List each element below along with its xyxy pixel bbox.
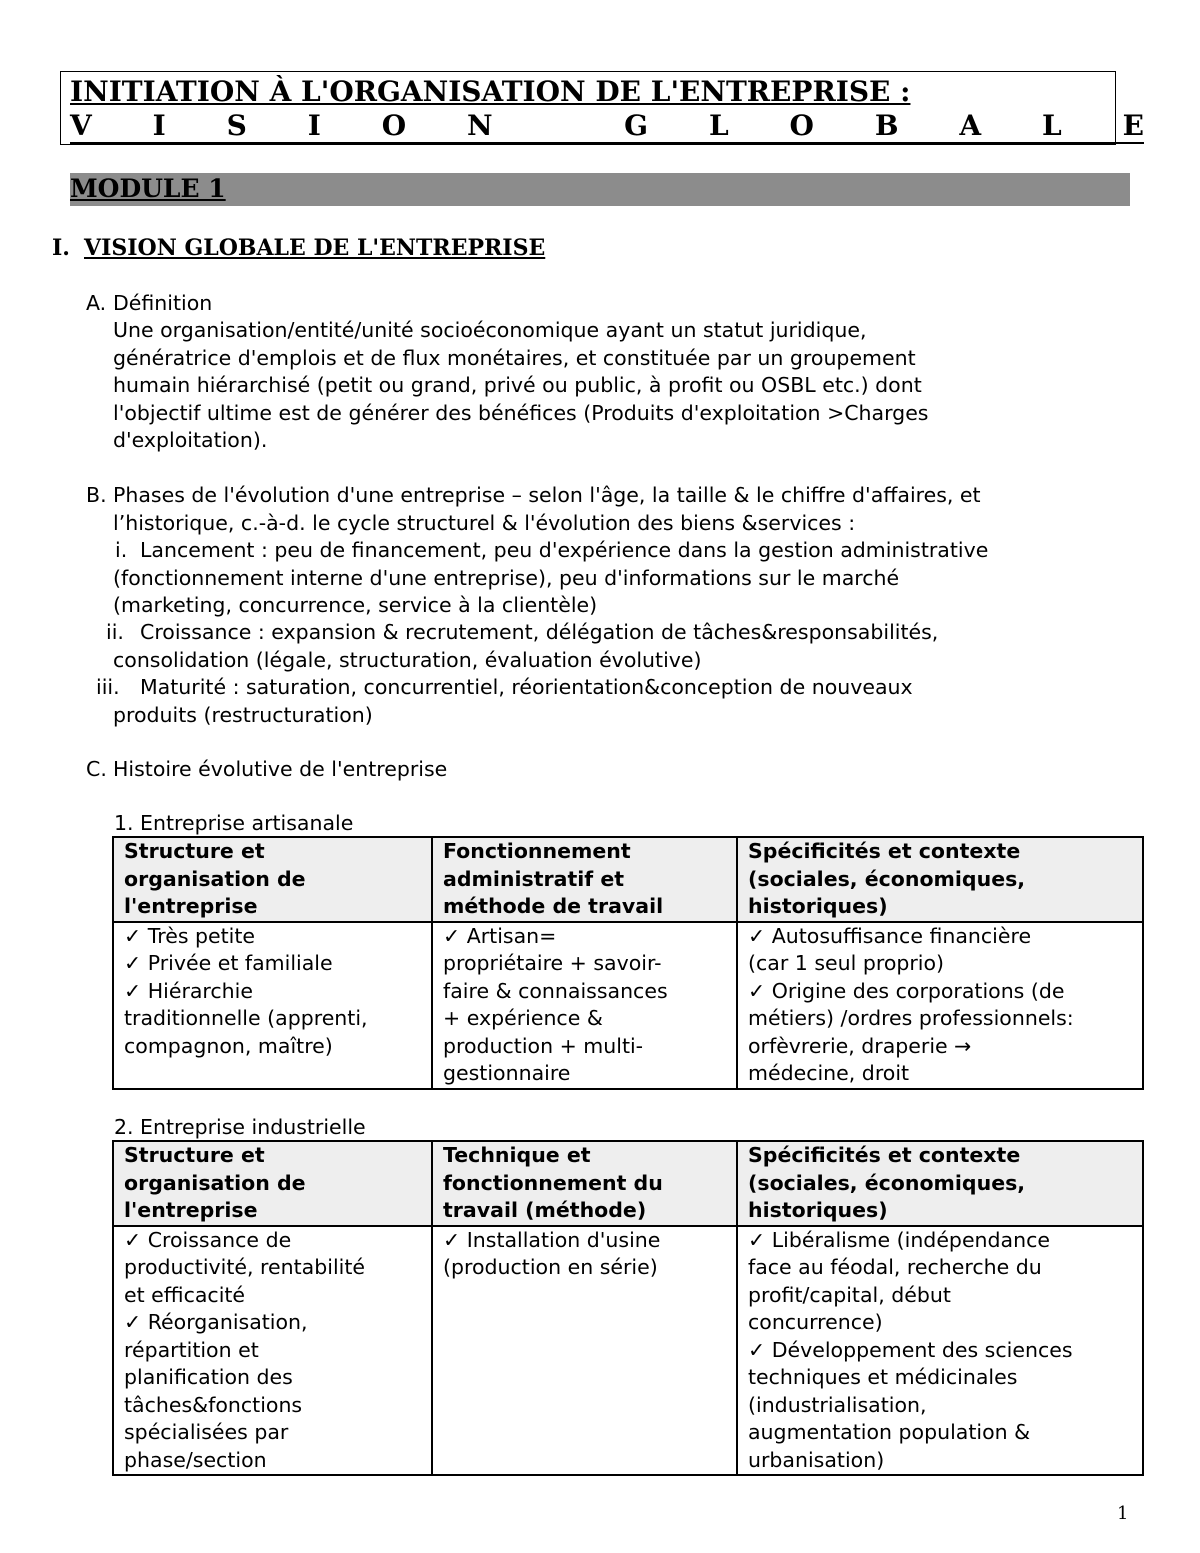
cell-line (748, 923, 1136, 951)
phase-number: ii. (106, 620, 124, 644)
document-subtitle (70, 110, 1144, 144)
table-cell (737, 922, 1143, 1089)
cell-line (748, 1447, 1136, 1475)
cell-text: Installation d'usine (466, 1227, 661, 1252)
table-artisanale (112, 836, 1144, 1090)
subtitle-letter: E (1122, 109, 1144, 142)
part-c-letter: C. (86, 757, 107, 781)
header-line: Fonctionnement (443, 839, 631, 863)
cell-text: augmentation population & (748, 1420, 1031, 1444)
table-header-cell (432, 837, 737, 922)
cell-line (124, 1033, 425, 1061)
subtitle-letter: S (226, 109, 247, 142)
cell-line (124, 1254, 425, 1282)
cell-text: Croissance de (147, 1227, 292, 1252)
cell-text: Origine des corporations (de (771, 978, 1065, 1003)
cell-text: Développement des sciences (771, 1337, 1073, 1362)
table-cell (113, 1226, 432, 1476)
cell-line (124, 950, 425, 978)
header-line: l'entreprise (124, 1198, 258, 1222)
phase-item (113, 537, 988, 620)
table-header-cell (113, 1141, 432, 1226)
header-line: Structure et (124, 839, 265, 863)
header-line: l'entreprise (124, 894, 258, 918)
cell-text: productivité, rentabilité (124, 1255, 365, 1279)
checkmark-icon: ✓ (124, 1310, 142, 1334)
header-line: administratif et (443, 866, 625, 891)
checkmark-icon: ✓ (748, 923, 766, 948)
phase-item (113, 674, 913, 729)
cell-line (443, 923, 730, 951)
cell-line (443, 1005, 730, 1033)
checkmark-icon: ✓ (748, 978, 766, 1003)
cell-text: gestionnaire (443, 1061, 571, 1085)
cell-line (124, 1337, 425, 1365)
cell-text: concurrence) (748, 1310, 883, 1334)
part-b-line: Phases de l'évolution d'une entreprise – selon l'âge, la taille & le chiffre d'affaires, et (113, 483, 981, 507)
header-line: Spécificités et contexte (748, 1143, 1021, 1167)
cell-text: Réorganisation, (147, 1310, 308, 1334)
checkmark-icon: ✓ (124, 951, 142, 975)
cell-line (748, 1392, 1136, 1420)
cell-line (748, 950, 1136, 978)
cell-text: face au féodal, recherche du (748, 1255, 1042, 1279)
table-header-cell (113, 837, 432, 922)
header-line: travail (méthode) (443, 1198, 647, 1222)
table-header-cell (432, 1141, 737, 1226)
section-title: VISION GLOBALE DE L'ENTREPRISE (84, 235, 546, 261)
document-title: INITIATION À L'ORGANISATION DE L'ENTREPRISE : (70, 75, 911, 108)
cell-text: profit/capital, début (748, 1282, 951, 1307)
cell-text: (industrialisation, (748, 1392, 927, 1417)
cell-text: médecine, droit (748, 1061, 910, 1085)
cell-text: Hiérarchie (147, 978, 253, 1003)
table-cell (432, 922, 737, 1089)
header-line: historiques) (748, 894, 888, 918)
checkmark-icon: ✓ (748, 1227, 766, 1252)
cell-line (748, 1364, 1136, 1392)
table-row (113, 1226, 1143, 1476)
phase-line: Croissance : expansion & recrutement, délégation de tâches&responsabilités, (140, 620, 939, 644)
cell-line (124, 1392, 425, 1420)
table-row (113, 922, 1143, 1089)
checkmark-icon: ✓ (443, 923, 461, 948)
subtitle-letter: G (624, 109, 649, 142)
table-2-number: 2. (114, 1115, 134, 1139)
table-1-number: 1. (114, 811, 134, 835)
cell-text: propriétaire + savoir- (443, 951, 662, 975)
phase-line: produits (restructuration) (113, 702, 373, 727)
subtitle-letter: L (1042, 109, 1062, 142)
cell-text: Privée et familiale (147, 951, 333, 975)
cell-text: métiers) /ordres professionnels: (748, 1006, 1074, 1030)
part-a-line: d'exploitation). (113, 428, 268, 452)
part-a-line: génératrice d'emplois et de flux monétaires, et constituée par un groupement (113, 345, 916, 370)
table-1-title: Entreprise artisanale (140, 811, 354, 835)
cell-text: (production en série) (443, 1255, 658, 1279)
cell-line (443, 1033, 730, 1061)
table-header-row (113, 837, 1143, 922)
phase-item (113, 619, 938, 674)
cell-line (124, 1227, 425, 1255)
subtitle-letter: A (959, 109, 982, 142)
table-industrielle (112, 1140, 1144, 1476)
subtitle-letter: N (467, 109, 493, 142)
part-a-letter: A. (86, 291, 107, 315)
subtitle-letter: V (70, 109, 92, 142)
cell-line (748, 1033, 1136, 1061)
table-header-cell (737, 837, 1143, 922)
cell-line (748, 1227, 1136, 1255)
cell-line (124, 1447, 425, 1475)
cell-line (124, 978, 425, 1006)
table-cell (113, 922, 432, 1089)
cell-text: et efficacité (124, 1282, 246, 1307)
cell-text: (car 1 seul proprio) (748, 951, 945, 975)
cell-text: Artisan= (466, 923, 557, 948)
phase-number: iii. (96, 675, 120, 699)
part-a-line: Une organisation/entité/unité socioéconomique ayant un statut juridique, (113, 318, 867, 342)
part-b-intro (113, 482, 981, 537)
subtitle-letter: I (307, 109, 321, 142)
checkmark-icon: ✓ (124, 1227, 142, 1252)
header-line: organisation de (124, 1170, 306, 1195)
table-2-title: Entreprise industrielle (140, 1115, 366, 1139)
table-cell (432, 1226, 737, 1476)
cell-line (124, 1282, 425, 1310)
part-b-letter: B. (86, 483, 107, 507)
section-number: I. (52, 235, 70, 261)
cell-line (124, 1005, 425, 1033)
header-line: historiques) (748, 1198, 888, 1222)
cell-line (443, 1060, 730, 1088)
cell-line (748, 1254, 1136, 1282)
header-line: Spécificités et contexte (748, 839, 1021, 863)
cell-text: faire & connaissances (443, 978, 668, 1003)
phase-line: consolidation (légale, structuration, évaluation évolutive) (113, 647, 702, 672)
phase-line: (marketing, concurrence, service à la clientèle) (113, 593, 598, 617)
cell-text: phase/section (124, 1447, 267, 1472)
checkmark-icon: ✓ (124, 923, 142, 948)
cell-line (748, 1419, 1136, 1447)
cell-text: + expérience & (443, 1006, 603, 1030)
subtitle-letter: O (381, 109, 407, 142)
cell-text: techniques et médicinales (748, 1365, 1018, 1389)
cell-line (748, 1282, 1136, 1310)
subtitle-letter: O (789, 109, 814, 142)
checkmark-icon: ✓ (124, 978, 142, 1003)
cell-line (124, 1419, 425, 1447)
header-line: méthode de travail (443, 894, 664, 918)
table-header-cell (737, 1141, 1143, 1226)
cell-text: orfèvrerie, draperie → (748, 1033, 972, 1058)
cell-line (443, 1227, 730, 1255)
cell-line (748, 1005, 1136, 1033)
module-banner (70, 173, 1130, 206)
part-c-heading: Histoire évolutive de l'entreprise (113, 757, 448, 781)
cell-line (443, 1254, 730, 1282)
cell-line (748, 1337, 1136, 1365)
header-line: Structure et (124, 1143, 265, 1167)
page-number: 1 (1117, 1503, 1129, 1524)
header-line: fonctionnement du (443, 1170, 663, 1195)
cell-text: spécialisées par (124, 1420, 289, 1444)
cell-line (124, 1364, 425, 1392)
checkmark-icon: ✓ (748, 1337, 766, 1362)
checkmark-icon: ✓ (443, 1227, 461, 1252)
part-b-line: l’historique, c.-à-d. le cycle structurel & l'évolution des biens &services : (113, 510, 856, 535)
table-header-row (113, 1141, 1143, 1226)
header-line: (sociales, économiques, (748, 1170, 1026, 1195)
cell-text: compagnon, maître) (124, 1033, 333, 1058)
part-a-line: l'objectif ultime est de générer des bénéfices (Produits d'exploitation >Charges (113, 400, 929, 425)
cell-text: Autosuffisance financière (771, 923, 1032, 948)
phase-line: (fonctionnement interne d'une entreprise), peu d'informations sur le marché (113, 565, 900, 590)
cell-line (443, 950, 730, 978)
cell-text: urbanisation) (748, 1447, 885, 1472)
part-a-heading: Définition (113, 291, 213, 315)
cell-line (124, 1309, 425, 1337)
phase-line: Maturité : saturation, concurrentiel, réorientation&conception de nouveaux (140, 675, 913, 699)
part-a-paragraph (113, 317, 929, 455)
header-line: organisation de (124, 866, 306, 891)
module-label: MODULE 1 (70, 174, 226, 203)
subtitle-letter: L (708, 109, 729, 142)
cell-text: Libéralisme (indépendance (771, 1227, 1051, 1252)
part-a-line: humain hiérarchisé (petit ou grand, privé ou public, à profit ou OSBL etc.) dont (113, 373, 922, 397)
cell-line (124, 923, 425, 951)
cell-text: production + multi- (443, 1033, 644, 1058)
cell-line (748, 1060, 1136, 1088)
cell-text: répartition et (124, 1337, 259, 1362)
cell-text: Très petite (147, 923, 256, 948)
phase-number: i. (115, 538, 128, 562)
phase-line: Lancement : peu de financement, peu d'expérience dans la gestion administrative (140, 538, 989, 562)
cell-text: tâches&fonctions (124, 1392, 303, 1417)
header-line: Technique et (443, 1143, 591, 1167)
cell-text: planification des (124, 1365, 293, 1389)
subtitle-letter: B (874, 109, 899, 142)
cell-line (748, 1309, 1136, 1337)
table-cell (737, 1226, 1143, 1476)
subtitle-letter: I (152, 109, 166, 142)
subtitle-letter (554, 110, 564, 142)
header-line: (sociales, économiques, (748, 866, 1026, 891)
cell-text: traditionnelle (apprenti, (124, 1006, 368, 1030)
cell-line (748, 978, 1136, 1006)
cell-line (443, 978, 730, 1006)
